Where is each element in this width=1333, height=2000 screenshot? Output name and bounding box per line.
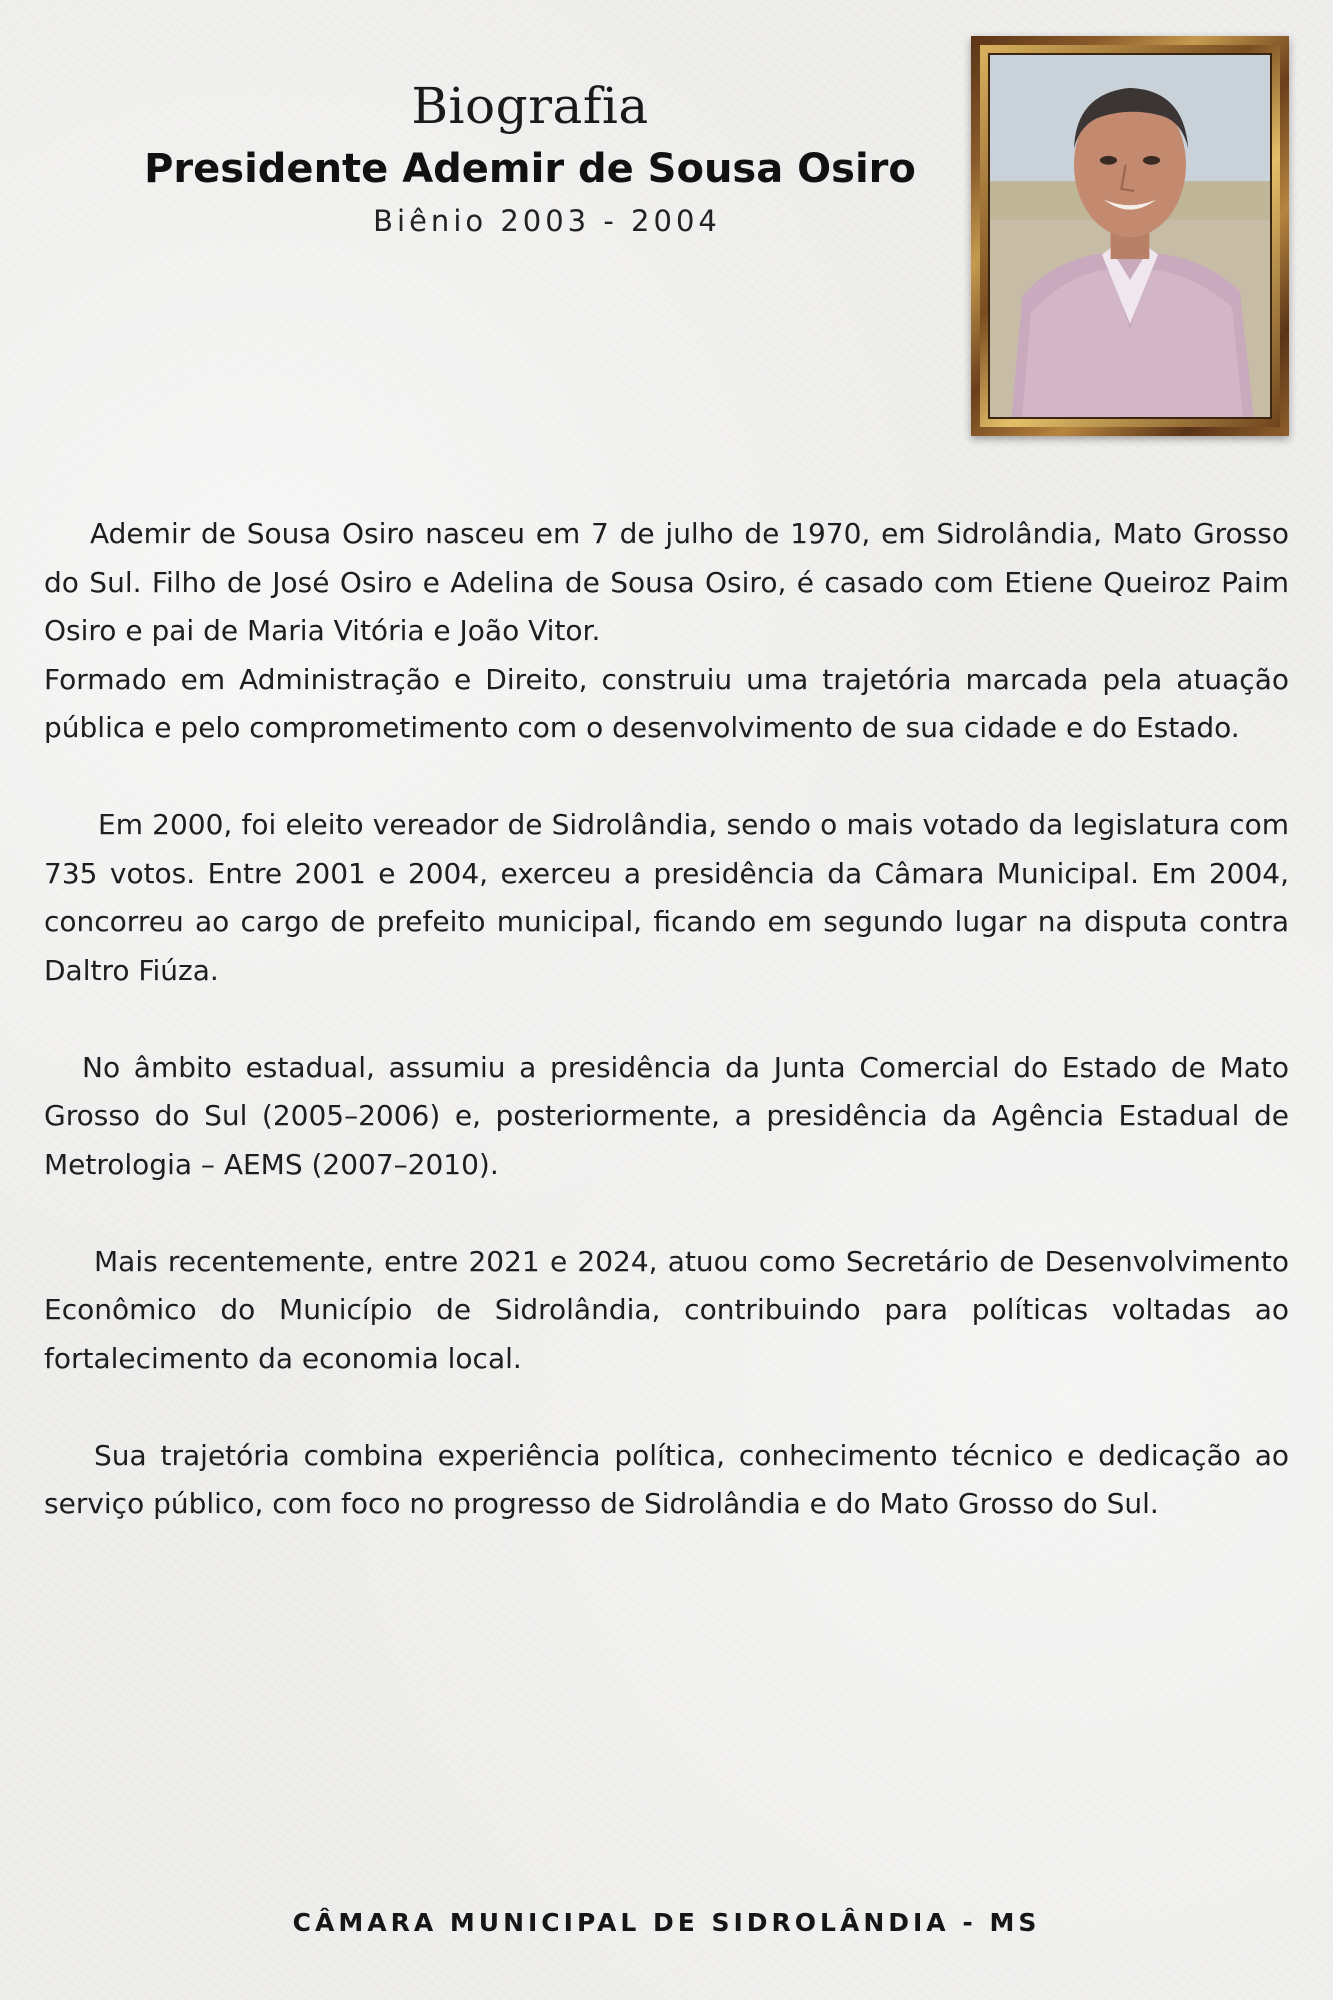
document-subtitle: Biênio 2003 - 2004 xyxy=(373,203,721,238)
paragraph-gap xyxy=(44,995,1289,1044)
document-kicker: Biografia xyxy=(411,77,649,135)
portrait-photo xyxy=(988,53,1272,419)
footer-institution: CÂMARA MUNICIPAL DE SIDROLÂNDIA - MS xyxy=(292,1908,1041,1937)
document-title: Presidente Ademir de Sousa Osiro xyxy=(144,145,916,192)
paragraph-gap xyxy=(44,753,1289,802)
paragraph-gap xyxy=(44,1383,1289,1432)
paragraph-recent-career: Mais recentemente, entre 2021 e 2024, atuou como Secretário de Desenvolvimento Econômico do Município de Sidrolândia, contribuindo para políticas voltadas ao fortalecimento da economia local. xyxy=(44,1244,1289,1375)
paragraph-municipal-career: Em 2000, foi eleito vereador de Sidrolândia, sendo o mais votado da legislatura com 735 votos. Entre 2001 e 2004, exerceu a presidência da Câmara Municipal. Em 2004, concorreu ao cargo de prefeito municipal, ficando em segundo lugar na disputa contra Daltro Fiúza. xyxy=(44,808,1289,987)
paragraph-state-career: No âmbito estadual, assumiu a presidência da Junta Comercial do Estado de Mato Grosso do Sul (2005–2006) e, posteriormente, a presidência da Agência Estadual de Metrologia – AEMS (2007–2010). xyxy=(44,1050,1289,1181)
portrait-frame xyxy=(971,36,1289,436)
paragraph-gap xyxy=(44,1189,1289,1238)
document-header xyxy=(60,78,1000,238)
paragraph-summary: Sua trajetória combina experiência política, conhecimento técnico e dedicação ao serviço público, com foco no progresso de Sidrolândia e do Mato Grosso do Sul. xyxy=(44,1438,1289,1520)
biography-body xyxy=(44,510,1289,1529)
portrait-illustration xyxy=(990,55,1270,417)
portrait-frame-gold xyxy=(980,45,1280,427)
paragraph-education: Formado em Administração e Direito, construiu uma trajetória marcada pela atuação pública e pelo comprometimento com o desenvolvimento de sua cidade e do Estado. xyxy=(44,662,1289,744)
paragraph-birth: Ademir de Sousa Osiro nasceu em 7 de julho de 1970, em Sidrolândia, Mato Grosso do Sul. Filho de José Osiro e Adelina de Sousa Osiro, é casado com Etiene Queiroz Paim Osiro e pai de Maria Vitória e João Vitor. xyxy=(44,517,1289,647)
